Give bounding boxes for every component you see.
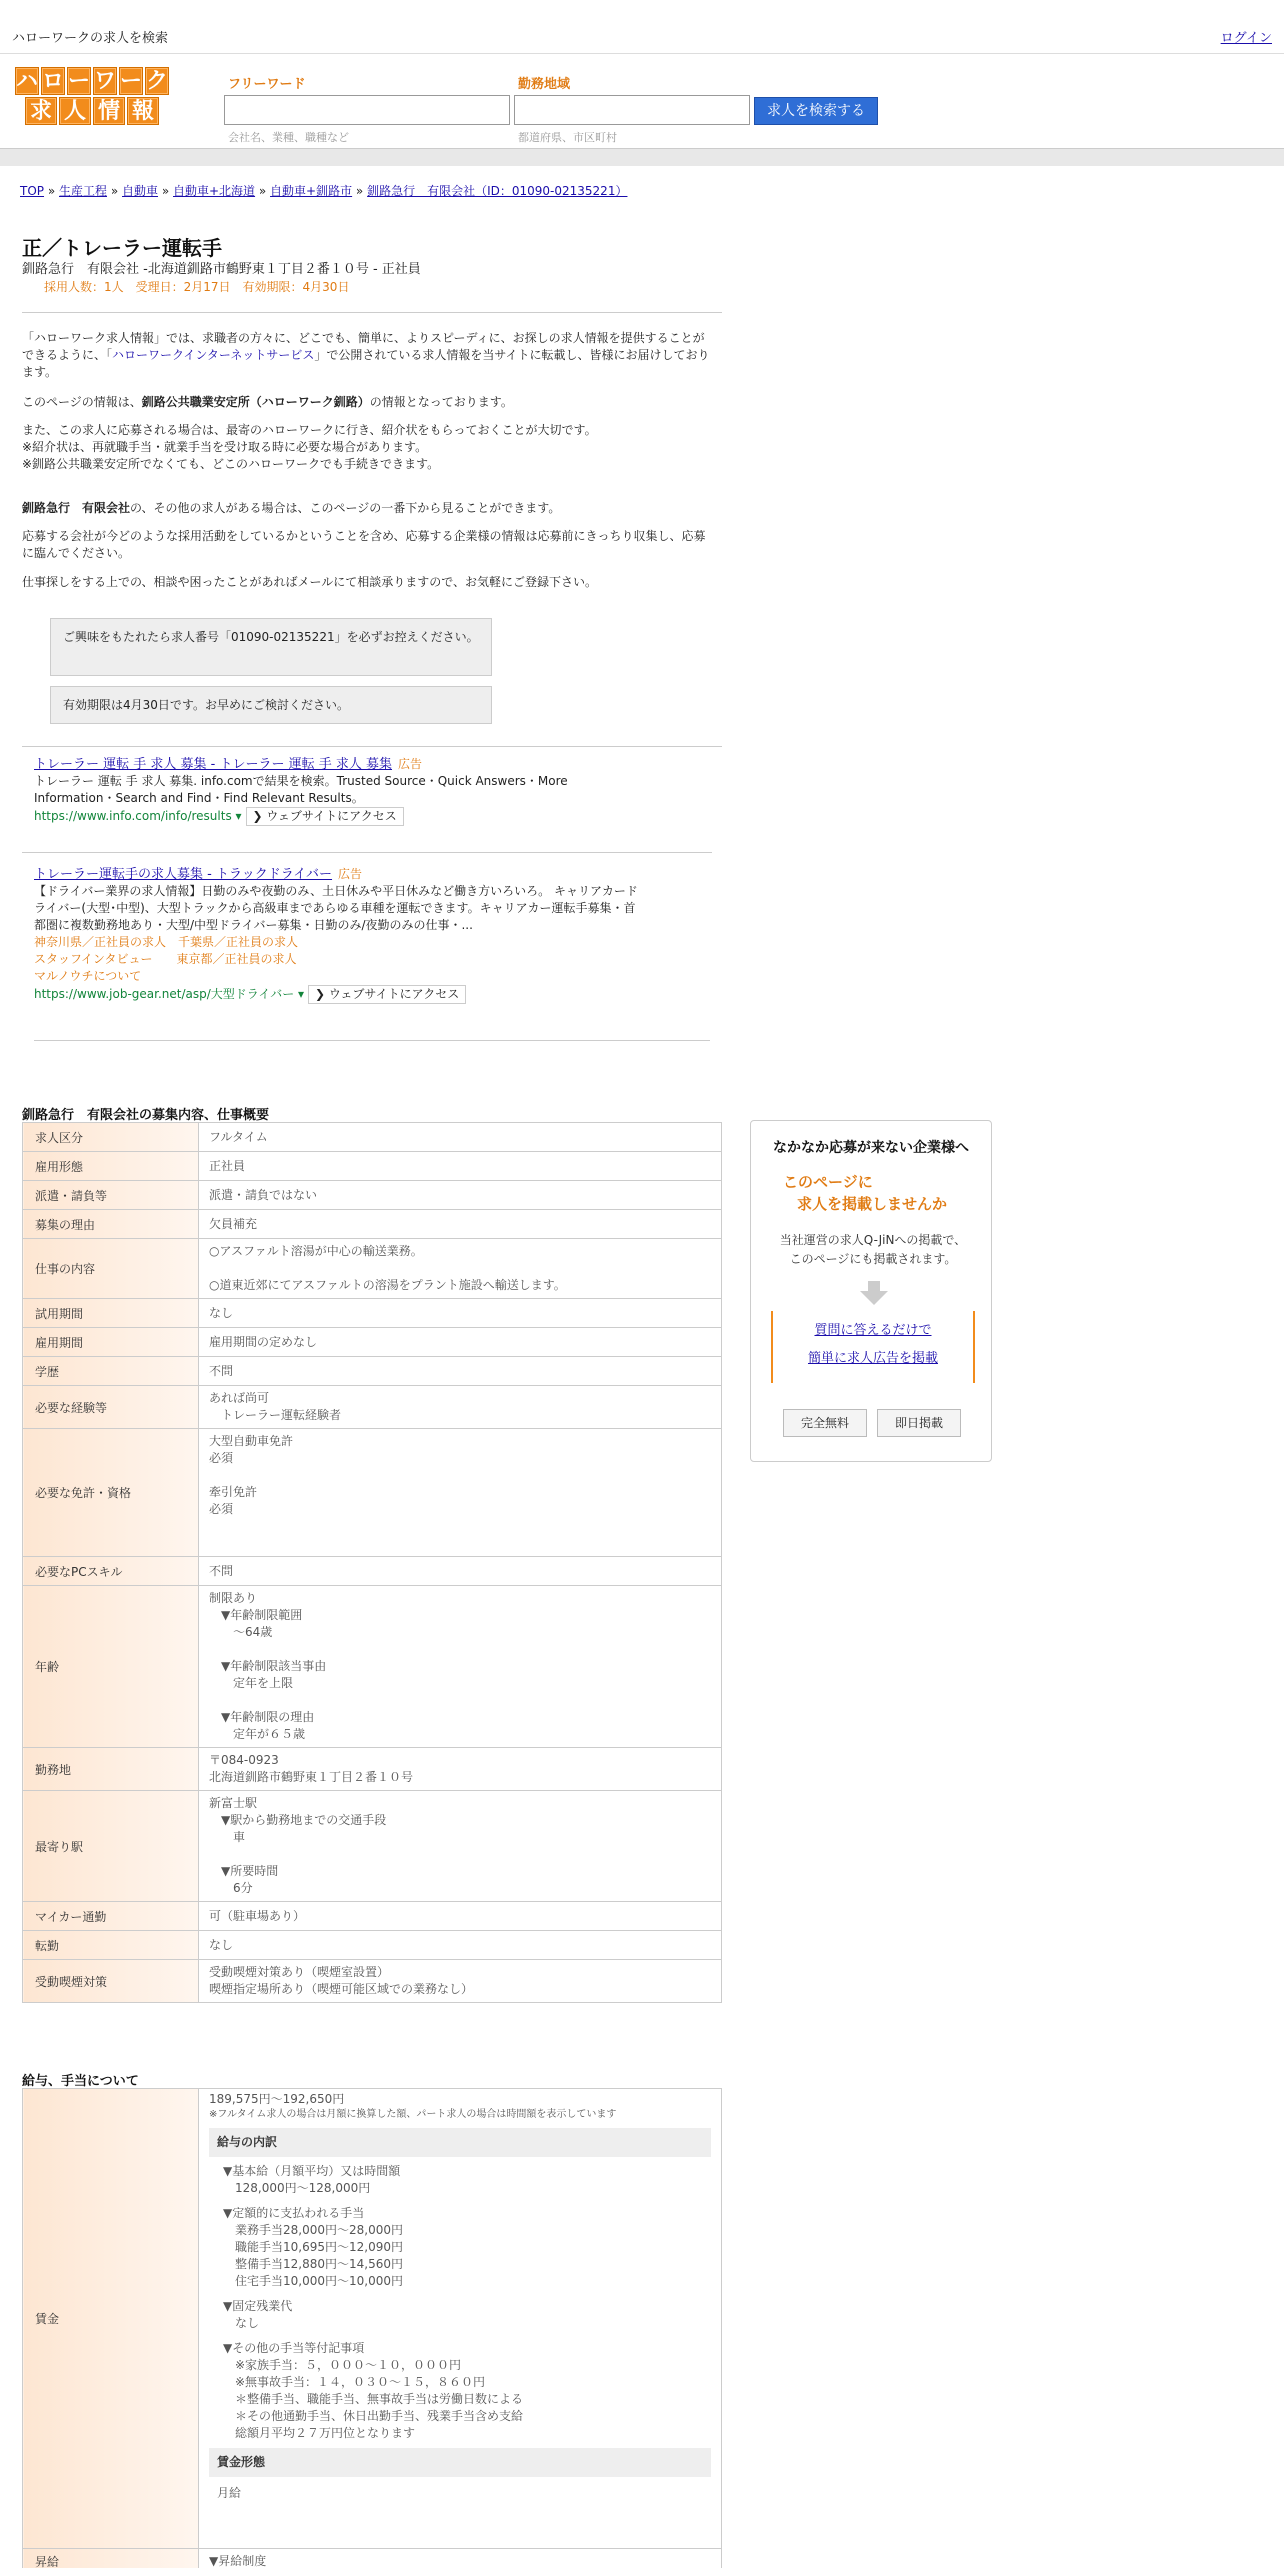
detail-key: 学歴 xyxy=(23,1357,199,1386)
logo-char: ー xyxy=(120,69,143,94)
salary-breakdown-line: ※無事故手当：１４，０３０～１５，８６０円 xyxy=(223,2375,486,2389)
breadcrumb-separator: » xyxy=(352,184,368,198)
breadcrumb-link[interactable]: 自動車 xyxy=(122,184,159,198)
intro-paragraph-4: 釧路急行 有限会社の、その他の求人がある場合は、このページの一番下から見ることができます。 xyxy=(22,501,561,515)
header-divider xyxy=(0,148,1284,166)
job-number-notice: ご興味をもたれたら求人番号「01090-02135221」を必ずお控えください。 xyxy=(50,618,492,676)
logo-char: ー xyxy=(68,69,91,94)
ad-sublink[interactable]: マルノウチについて xyxy=(34,969,142,983)
divider xyxy=(22,312,722,313)
table-row xyxy=(23,1931,722,1960)
sidebar-links xyxy=(771,1311,975,1383)
detail-value: 〒084-0923 北海道釧路市鶴野東１丁目２番１０号 xyxy=(199,1748,722,1791)
sidebar-title: なかなか応募が来ない企業様へ xyxy=(773,1140,969,1156)
table-row xyxy=(23,1239,722,1299)
arrow-down-icon xyxy=(858,1281,890,1305)
sidebar-catchphrase: このページに 求人を掲載しませんか xyxy=(783,1173,948,1213)
detail-value: 大型自動車免許 必須 牽引免許 必須 xyxy=(199,1429,722,1557)
ad-sublink[interactable]: 東京都／正社員の求人 xyxy=(176,952,297,966)
salary-breakdown-line: 128,000円〜128,000円 xyxy=(223,2181,371,2195)
salary-table xyxy=(22,2088,722,2568)
table-row xyxy=(23,1181,722,1210)
salary-breakdown-line: 職能手当10,695円〜12,090円 xyxy=(223,2240,403,2254)
salary-breakdown-line: 住宅手当10,000円〜10,000円 xyxy=(223,2274,403,2288)
table-row xyxy=(23,1357,722,1386)
detail-key: 雇用期間 xyxy=(23,1328,199,1357)
divider xyxy=(22,852,712,853)
divider xyxy=(22,746,722,747)
hellowork-internet-link[interactable]: ハローワークインターネットサービス xyxy=(112,348,315,362)
ad-sublinks xyxy=(34,934,714,985)
ad-tag: 広告 xyxy=(338,867,363,881)
table-row xyxy=(23,1791,722,1902)
sidebar-link-post-ad[interactable]: 簡単に求人広告を掲載 xyxy=(807,1351,938,1366)
logo-char: ク xyxy=(146,69,169,94)
ad-sublink[interactable]: スタッフインタビュー xyxy=(34,952,153,966)
sidebar-description: 当社運営の求人Q-JiNへの掲載で、 このページにも掲載されます。 xyxy=(779,1233,967,1266)
site-search-title: ハローワークの求人を検索 xyxy=(12,31,169,46)
visit-website-button[interactable]: ❯ ウェブサイトにアクセス xyxy=(246,807,404,826)
breadcrumb-separator: » xyxy=(255,184,271,198)
detail-value: 可（駐車場あり） xyxy=(199,1902,722,1931)
sidebar-link-easy-answer[interactable]: 質問に答えるだけで xyxy=(814,1323,932,1338)
breadcrumb xyxy=(20,182,627,199)
salary-breakdown-line: ※家族手当：５，０００～１０，０００円 xyxy=(223,2358,462,2372)
top-bar xyxy=(0,0,1284,54)
advertiser-sidebar xyxy=(750,1120,992,1462)
chevron-down-icon[interactable]: ▾ xyxy=(294,987,305,1001)
detail-key: マイカー通勤 xyxy=(23,1902,199,1931)
table-row xyxy=(23,1152,722,1181)
table-row xyxy=(23,1960,722,2003)
ad-tag: 広告 xyxy=(398,757,423,771)
detail-value: ○アスファルト溶湯が中心の輸送業務。 ○道東近郊にてアスファルトの溶湯をプラント施設へ輸送します。 xyxy=(199,1239,722,1299)
salary-breakdown-line: ▼基本給（月額平均）又は時間額 xyxy=(223,2164,401,2178)
salary-section-title: 給与、手当について xyxy=(22,2074,139,2089)
ad-url[interactable]: https://www.info.com/info/results xyxy=(34,809,232,823)
raise-key: 昇給 xyxy=(23,2549,199,2568)
intro-paragraph-1: 「ハローワーク求人情報」では、求職者の方々に、どこでも、簡単に、よりスピーディに、お探しの求人情報を提供することができるように、「ハローワークインターネットサービス」で公開されている求人情報を当サイトに転載し、皆様にお届けしております。 xyxy=(22,331,710,379)
salary-breakdown-line: 総額月平均２７万円位となります xyxy=(223,2426,416,2440)
freeword-label: フリーワード xyxy=(228,77,306,92)
salary-breakdown-line: ▼固定残業代 xyxy=(223,2299,293,2313)
breadcrumb-link[interactable]: TOP xyxy=(20,184,45,198)
detail-key: 派遣・請負等 xyxy=(23,1181,199,1210)
detail-value: フルタイム xyxy=(199,1123,722,1152)
logo-char: ロ xyxy=(42,69,65,94)
table-row xyxy=(23,1123,722,1152)
detail-value: 不問 xyxy=(199,1357,722,1386)
same-day-button[interactable]: 即日掲載 xyxy=(877,1409,961,1437)
ad-description: 【ドライバー業界の求人情報】日勤のみや夜勤のみ、土日休みや平日休みなど働き方いろいろ。 キャリアカードライバー(大型･中型)、大型トラックから高級車まであらゆる車種を運転できます。キャリアカー運転手募集・首都圏に複数勤務地あり・大型/中型ドライバー募集・日勤のみ/夜勤のみの仕事・... xyxy=(34,884,638,932)
table-row xyxy=(23,1328,722,1357)
detail-value: 不問 xyxy=(199,1557,722,1586)
salary-form-value: 月給 xyxy=(217,2486,242,2500)
chevron-down-icon[interactable]: ▾ xyxy=(231,809,242,823)
detail-key: 必要な経験等 xyxy=(23,1386,199,1429)
table-row xyxy=(23,1386,722,1429)
salary-breakdown-line: なし xyxy=(223,2316,260,2330)
breadcrumb-separator: » xyxy=(44,184,59,198)
salary-breakdown-line: ＊整備手当、職能手当、無事故手当は労働日数による xyxy=(223,2392,524,2406)
table-row xyxy=(23,1429,722,1557)
intro-paragraph-5: 応募する会社が今どのような採用活動をしているかということを含め、応募する企業様の情報は応募前にきっちり収集し、応募に臨んでください。 xyxy=(22,529,706,560)
details-section-title: 釧路急行 有限会社の募集内容、仕事概要 xyxy=(22,1108,270,1123)
detail-key: 雇用形態 xyxy=(23,1152,199,1181)
table-row xyxy=(23,2089,722,2549)
salary-breakdown-line xyxy=(223,2290,711,2298)
login-link[interactable]: ログイン xyxy=(1220,31,1272,46)
salary-breakdown-line: 業務手当28,000円〜28,000円 xyxy=(223,2223,403,2237)
details-table xyxy=(22,1122,722,2003)
detail-value: 欠員補充 xyxy=(199,1210,722,1239)
detail-key: 勤務地 xyxy=(23,1748,199,1791)
intro-paragraph-3: また、この求人に応募される場合は、最寄のハローワークに行き、紹介状をもらっておくことが大切です。 ※紹介状は、再就職手当・就業手当を受け取る時に必要な場合があります。 ※釧路公共職業安定所でなくても、どこのハローワークでも手続きできます。 xyxy=(22,423,597,471)
area-hint: 都道府県、市区町村 xyxy=(518,131,617,144)
detail-value: あれば尚可 トレーラー運転経験者 xyxy=(199,1386,722,1429)
logo-char: ワ xyxy=(94,69,117,94)
ad-title-link[interactable]: トレーラー 運転 手 求人 募集 - トレーラー 運転 手 求人 募集 xyxy=(34,757,393,772)
job-subtitle: 釧路急行 有限会社 -北海道釧路市鶴野東１丁目２番１０号 - 正社員 xyxy=(22,262,421,277)
table-row xyxy=(23,1299,722,1328)
salary-breakdown xyxy=(209,2163,711,2442)
detail-key: 最寄り駅 xyxy=(23,1791,199,1902)
detail-value: なし xyxy=(199,1299,722,1328)
salary-form-title: 賃金形態 xyxy=(209,2448,711,2477)
salary-note: ※フルタイム求人の場合は月額に換算した額、パート求人の場合は時間額を表示しています xyxy=(209,2109,617,2120)
detail-key: 転勤 xyxy=(23,1931,199,1960)
salary-breakdown-title: 給与の内訳 xyxy=(209,2128,711,2157)
salary-breakdown-line xyxy=(223,2332,711,2340)
detail-key: 仕事の内容 xyxy=(23,1239,199,1299)
detail-key: 募集の理由 xyxy=(23,1210,199,1239)
raise-value: ▼昇給制度 xyxy=(199,2549,722,2568)
salary-breakdown-line: 整備手当12,880円〜14,560円 xyxy=(223,2257,403,2271)
ad-sublink[interactable]: 千葉県／正社員の求人 xyxy=(178,935,299,949)
salary-breakdown-line xyxy=(223,2197,711,2205)
search-button[interactable]: 求人を検索する xyxy=(754,97,878,125)
page-title: 正／トレーラー運転手 xyxy=(22,236,222,260)
detail-key: 試用期間 xyxy=(23,1299,199,1328)
header xyxy=(0,55,1284,147)
freeword-input[interactable] xyxy=(224,95,510,125)
ad-block-1 xyxy=(34,756,714,826)
detail-value: 受動喫煙対策あり（喫煙室設置） 喫煙指定場所あり（喫煙可能区域での業務なし） xyxy=(199,1960,722,2003)
table-row xyxy=(23,2549,722,2568)
logo-char: 情 xyxy=(93,97,125,125)
table-row xyxy=(23,1748,722,1791)
divider xyxy=(34,1040,710,1041)
salary-breakdown-line: ＊その他通勤手当、休日出勤手当、残業手当含め支給 xyxy=(223,2409,524,2423)
ad-description: トレーラー 運転 手 求人 募集. info.comで結果を検索。Trusted Source・Quick Answers・More Information・Search and Find・Find Relevant Results。 xyxy=(34,774,568,805)
table-row xyxy=(23,1586,722,1748)
area-label: 勤務地域 xyxy=(518,77,571,92)
salary-breakdown-line: ▼定額的に支払われる手当 xyxy=(223,2206,365,2220)
logo-char: 報 xyxy=(127,97,159,125)
logo-char: 人 xyxy=(59,97,91,125)
hellowork-logo[interactable] xyxy=(4,67,180,127)
ad-title-link[interactable]: トレーラー運転手の求人募集 - トラックドライバー xyxy=(34,867,333,882)
breadcrumb-link[interactable]: 自動車+北海道 xyxy=(173,184,256,198)
detail-key: 求人区分 xyxy=(23,1123,199,1152)
ad-sublink[interactable]: 神奈川県／正社員の求人 xyxy=(34,935,167,949)
detail-key: 年齢 xyxy=(23,1586,199,1748)
breadcrumb-link[interactable]: 釧路急行 有限会社（ID：01090-02135221） xyxy=(367,184,628,198)
job-meta: 採用人数：1人 受理日：2月17日 有効期限：4月30日 xyxy=(44,280,350,294)
breadcrumb-separator: » xyxy=(158,184,173,198)
breadcrumb-link[interactable]: 生産工程 xyxy=(59,184,108,198)
logo-char: ハ xyxy=(16,69,39,94)
detail-key: 必要な免許・資格 xyxy=(23,1429,199,1557)
freeword-hint: 会社名、業種、職種など xyxy=(228,131,349,144)
breadcrumb-link[interactable]: 自動車+釧路市 xyxy=(270,184,353,198)
detail-value: 雇用期間の定めなし xyxy=(199,1328,722,1357)
detail-key: 受動喫煙対策 xyxy=(23,1960,199,2003)
visit-website-button[interactable]: ❯ ウェブサイトにアクセス xyxy=(308,985,466,1004)
ad-url[interactable]: https://www.job-gear.net/asp/大型ドライバー xyxy=(34,987,295,1001)
salary-range: 189,575円〜192,650円 xyxy=(209,2092,345,2106)
detail-value: 派遣・請負ではない xyxy=(199,1181,722,1210)
intro-paragraph-6: 仕事探しをする上での、相談や困ったことがあればメールにて相談承りますので、お気軽にご登録下さい。 xyxy=(22,575,598,589)
ad-block-2 xyxy=(34,866,714,1004)
breadcrumb-separator: » xyxy=(107,184,122,198)
detail-value: 新富士駅 ▼駅から勤務地までの交通手段 車 ▼所要時間 6分 xyxy=(199,1791,722,1902)
logo-char: 求 xyxy=(25,97,57,125)
detail-value: 正社員 xyxy=(199,1152,722,1181)
area-input[interactable] xyxy=(514,95,750,125)
salary-key: 賃金 xyxy=(23,2089,199,2549)
expiry-notice: 有効期限は4月30日です。お早めにご検討ください。 xyxy=(50,686,492,724)
table-row xyxy=(23,1210,722,1239)
salary-breakdown-line: ▼その他の手当等付記事項 xyxy=(223,2341,365,2355)
detail-value: 制限あり ▼年齢制限範囲 〜64歳 ▼年齢制限該当事由 定年を上限 ▼年齢制限の理由 定年が６５歳 xyxy=(199,1586,722,1748)
table-row xyxy=(23,1557,722,1586)
table-row xyxy=(23,1902,722,1931)
intro-paragraph-2: このページの情報は、釧路公共職業安定所（ハローワーク釧路）の情報となっております。 xyxy=(22,395,513,409)
free-button[interactable]: 完全無料 xyxy=(783,1409,867,1437)
detail-key: 必要なPCスキル xyxy=(23,1557,199,1586)
detail-value: なし xyxy=(199,1931,722,1960)
